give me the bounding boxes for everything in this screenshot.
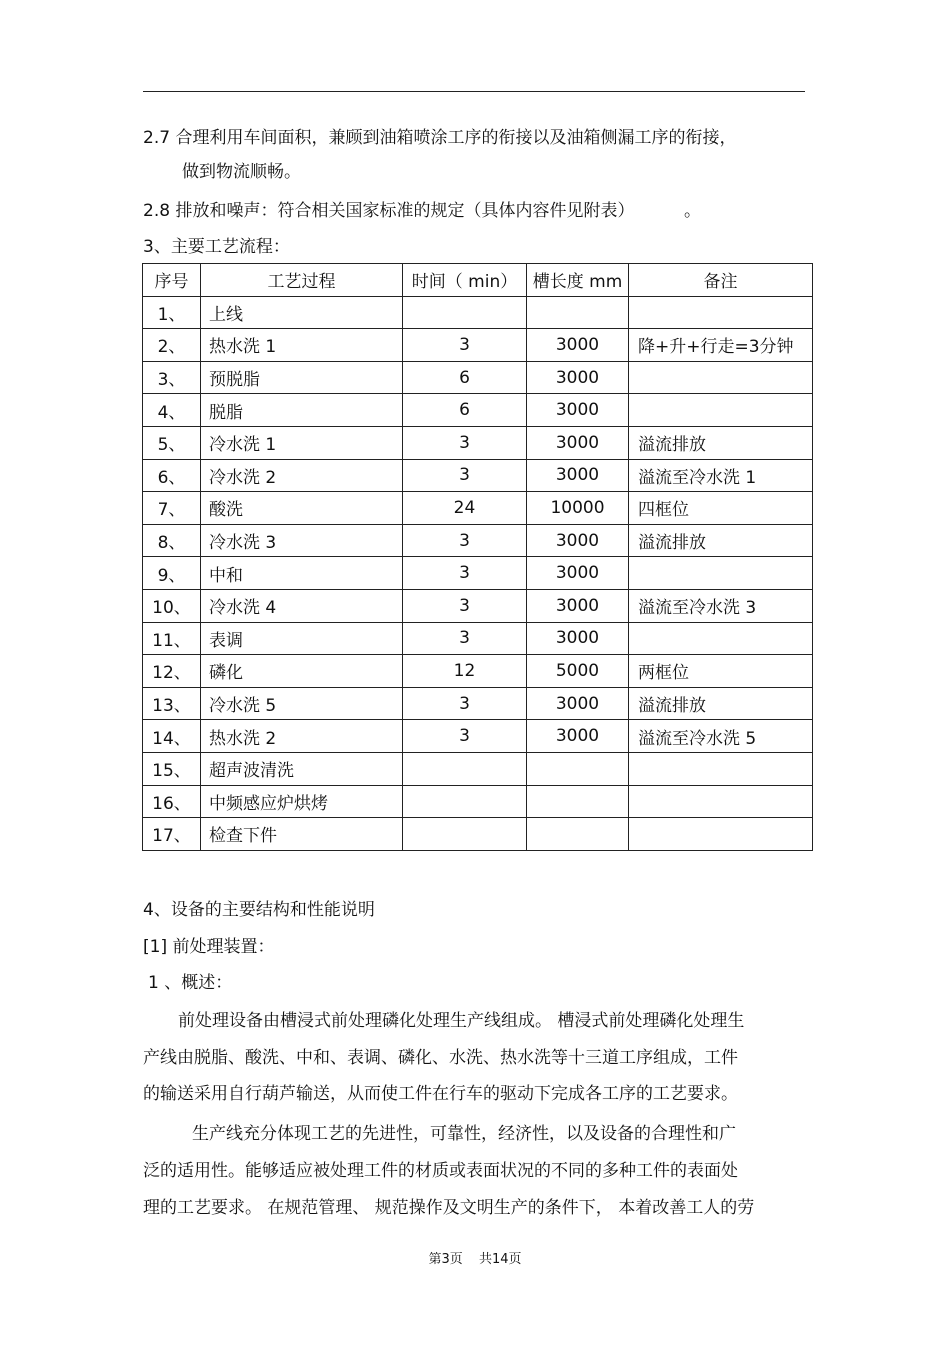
overview-para2-line3: 理的工艺要求。 在规范管理、 规范操作及文明生产的条件下， 本着改善工人的劳 xyxy=(143,1198,755,1218)
cell-process: 冷水洗 4 xyxy=(201,589,403,622)
cell-process: 脱脂 xyxy=(201,394,403,427)
cell-process: 中和 xyxy=(201,557,403,590)
cell-remark: 溢流至冷水洗 3 xyxy=(629,589,813,622)
cell-seq: 8、 xyxy=(143,524,201,557)
cell-tank-length: 3000 xyxy=(527,329,629,362)
cell-process: 热水洗 2 xyxy=(201,720,403,753)
table-row xyxy=(143,687,813,720)
process-table xyxy=(142,263,813,851)
cell-tank-length xyxy=(527,752,629,785)
page-number: 第3页 xyxy=(428,1252,463,1267)
cell-seq: 11、 xyxy=(143,622,201,655)
section-4-heading: 4、设备的主要结构和性能说明 xyxy=(143,900,375,920)
cell-tank-length: 3000 xyxy=(527,622,629,655)
table-row xyxy=(143,622,813,655)
cell-process: 预脱脂 xyxy=(201,361,403,394)
cell-seq: 5、 xyxy=(143,426,201,459)
cell-seq: 9、 xyxy=(143,557,201,590)
table-row xyxy=(143,589,813,622)
cell-seq: 16、 xyxy=(143,785,201,818)
paragraph-2-8-period: 。 xyxy=(684,201,701,221)
header-seq: 序号 xyxy=(143,264,201,297)
overview-para1-line2: 产线由脱脂、酸洗、中和、表调、磷化、水洗、热水洗等十三道工序组成，工件 xyxy=(143,1048,738,1068)
table-row xyxy=(143,394,813,427)
cell-remark xyxy=(629,622,813,655)
cell-remark xyxy=(629,296,813,329)
cell-remark xyxy=(629,752,813,785)
cell-time: 3 xyxy=(403,622,527,655)
cell-seq: 3、 xyxy=(143,361,201,394)
cell-time: 3 xyxy=(403,589,527,622)
cell-remark: 溢流排放 xyxy=(629,687,813,720)
cell-remark xyxy=(629,785,813,818)
table-row xyxy=(143,720,813,753)
header-tank-length: 槽长度 mm xyxy=(527,264,629,297)
cell-tank-length: 3000 xyxy=(527,524,629,557)
paragraph-2-7-line2: 做到物流顺畅。 xyxy=(182,162,301,182)
header-time: 时间（ min） xyxy=(403,264,527,297)
cell-process: 表调 xyxy=(201,622,403,655)
cell-remark xyxy=(629,361,813,394)
cell-seq: 6、 xyxy=(143,459,201,492)
table-row xyxy=(143,296,813,329)
page-total: 共14页 xyxy=(478,1252,522,1267)
cell-remark: 溢流至冷水洗 1 xyxy=(629,459,813,492)
cell-remark: 溢流至冷水洗 5 xyxy=(629,720,813,753)
cell-remark: 两框位 xyxy=(629,655,813,688)
cell-tank-length xyxy=(527,785,629,818)
table-row xyxy=(143,752,813,785)
cell-process: 磷化 xyxy=(201,655,403,688)
cell-tank-length: 3000 xyxy=(527,459,629,492)
cell-remark: 降+升+行走=3分钟 xyxy=(629,329,813,362)
cell-seq: 10、 xyxy=(143,589,201,622)
subsection-1-heading: [1] 前处理装置： xyxy=(143,937,275,957)
cell-remark: 溢流排放 xyxy=(629,426,813,459)
table-row xyxy=(143,524,813,557)
overview-heading: 1 、概述： xyxy=(148,973,233,993)
table-row xyxy=(143,459,813,492)
cell-remark xyxy=(629,557,813,590)
cell-seq: 17、 xyxy=(143,818,201,851)
cell-time: 12 xyxy=(403,655,527,688)
cell-seq: 7、 xyxy=(143,492,201,525)
cell-tank-length: 3000 xyxy=(527,687,629,720)
paragraph-2-7-line1: 2.7 合理利用车间面积，兼顾到油箱喷涂工序的衔接以及油箱侧漏工序的衔接， xyxy=(143,128,737,148)
cell-remark xyxy=(629,394,813,427)
cell-process: 酸洗 xyxy=(201,492,403,525)
cell-tank-length: 10000 xyxy=(527,492,629,525)
overview-para2-line2: 泛的适用性。能够适应被处理工件的材质或表面状况的不同的多种工件的表面处 xyxy=(143,1161,738,1181)
cell-time: 3 xyxy=(403,687,527,720)
cell-process: 超声波清洗 xyxy=(201,752,403,785)
cell-time: 3 xyxy=(403,557,527,590)
table-header-row xyxy=(143,264,813,297)
cell-seq: 14、 xyxy=(143,720,201,753)
table-row xyxy=(143,426,813,459)
cell-time xyxy=(403,752,527,785)
cell-seq: 2、 xyxy=(143,329,201,362)
cell-process: 上线 xyxy=(201,296,403,329)
paragraph-2-8: 2.8 排放和噪声：符合相关国家标准的规定（具体内容件见附表） xyxy=(143,201,635,221)
cell-time: 6 xyxy=(403,361,527,394)
cell-process: 冷水洗 2 xyxy=(201,459,403,492)
cell-seq: 12、 xyxy=(143,655,201,688)
table-row xyxy=(143,655,813,688)
cell-time: 3 xyxy=(403,524,527,557)
cell-time xyxy=(403,818,527,851)
cell-process: 冷水洗 3 xyxy=(201,524,403,557)
table-row xyxy=(143,361,813,394)
section-3-heading: 3、主要工艺流程： xyxy=(143,237,290,257)
cell-process: 冷水洗 5 xyxy=(201,687,403,720)
cell-remark: 溢流排放 xyxy=(629,524,813,557)
overview-para1-line1: 前处理设备由槽浸式前处理磷化处理生产线组成。 槽浸式前处理磷化处理生 xyxy=(178,1011,745,1031)
cell-tank-length: 3000 xyxy=(527,361,629,394)
cell-tank-length: 3000 xyxy=(527,426,629,459)
table-row xyxy=(143,492,813,525)
cell-time: 6 xyxy=(403,394,527,427)
page-footer xyxy=(0,1248,950,1267)
cell-time: 3 xyxy=(403,720,527,753)
cell-seq: 15、 xyxy=(143,752,201,785)
table-row xyxy=(143,329,813,362)
header-process: 工艺过程 xyxy=(201,264,403,297)
cell-seq: 1、 xyxy=(143,296,201,329)
cell-time xyxy=(403,296,527,329)
table-row xyxy=(143,785,813,818)
cell-process: 检查下件 xyxy=(201,818,403,851)
overview-para1-line3: 的输送采用自行葫芦输送，从而使工件在行车的驱动下完成各工序的工艺要求。 xyxy=(143,1084,738,1104)
cell-time: 24 xyxy=(403,492,527,525)
table-row xyxy=(143,818,813,851)
cell-process: 中频感应炉烘烤 xyxy=(201,785,403,818)
cell-tank-length: 3000 xyxy=(527,557,629,590)
cell-remark xyxy=(629,818,813,851)
overview-para2-line1: 生产线充分体现工艺的先进性，可靠性，经济性，以及设备的合理性和广 xyxy=(192,1124,736,1144)
table-row xyxy=(143,557,813,590)
cell-time xyxy=(403,785,527,818)
cell-seq: 13、 xyxy=(143,687,201,720)
cell-tank-length: 3000 xyxy=(527,394,629,427)
cell-time: 3 xyxy=(403,426,527,459)
cell-process: 热水洗 1 xyxy=(201,329,403,362)
cell-tank-length: 3000 xyxy=(527,589,629,622)
header-remark: 备注 xyxy=(629,264,813,297)
header-rule xyxy=(143,91,805,92)
cell-time: 3 xyxy=(403,329,527,362)
cell-time: 3 xyxy=(403,459,527,492)
cell-tank-length: 5000 xyxy=(527,655,629,688)
cell-process: 冷水洗 1 xyxy=(201,426,403,459)
cell-tank-length xyxy=(527,296,629,329)
cell-seq: 4、 xyxy=(143,394,201,427)
cell-tank-length: 3000 xyxy=(527,720,629,753)
cell-tank-length xyxy=(527,818,629,851)
cell-remark: 四框位 xyxy=(629,492,813,525)
